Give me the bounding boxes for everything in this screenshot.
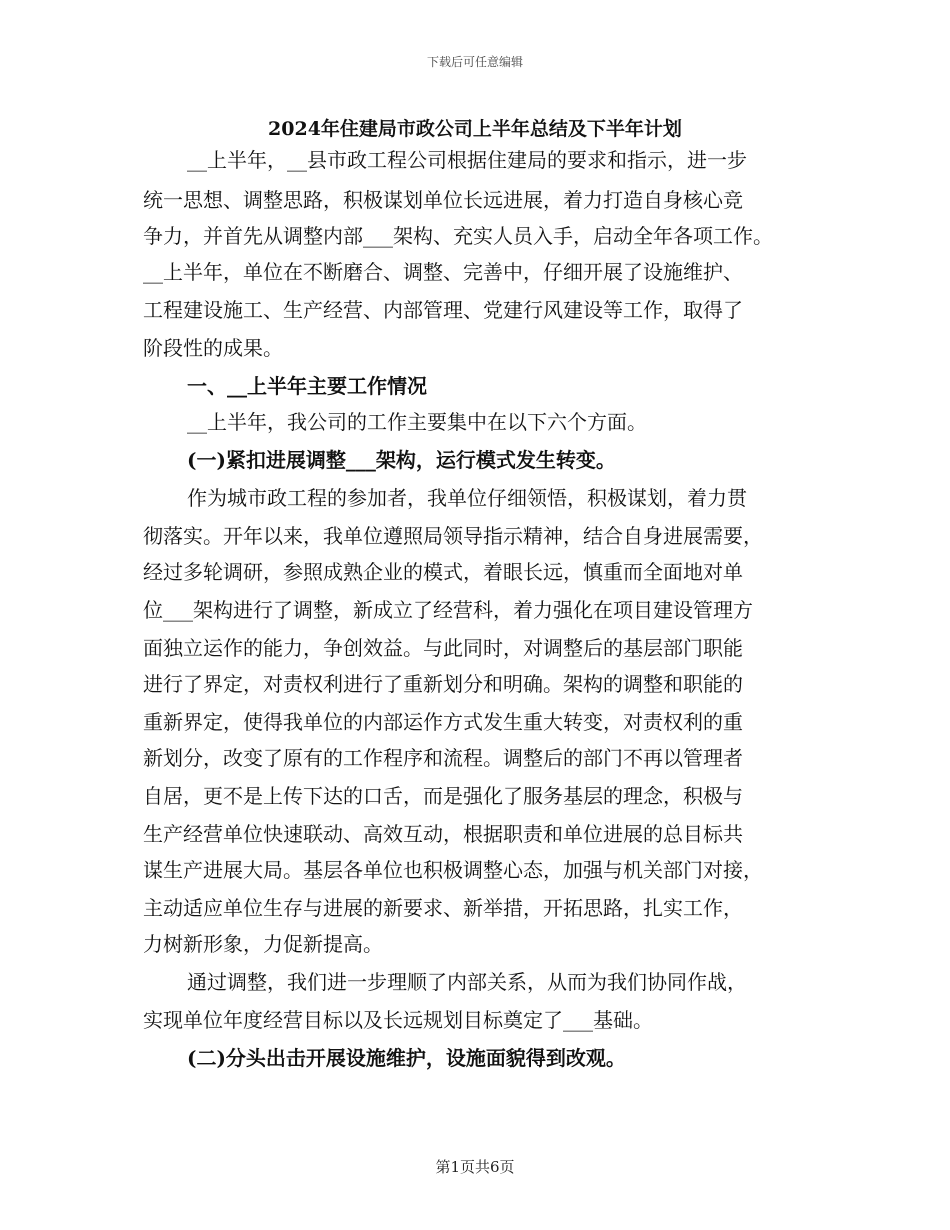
paragraph-line: __上半年，我公司的工作主要集中在以下六个方面。 (187, 410, 647, 434)
paragraph-line: 主动适应单位生存与进展的新要求、新举措，开拓思路，扎实工作， (143, 896, 743, 920)
paragraph-line: 作为城市政工程的参加者，我单位仔细领悟，积极谋划，着力贯 (187, 486, 747, 510)
page-footer: 第1页共6页 (435, 1158, 515, 1176)
paragraph-line: 位___架构进行了调整，新成立了经营科，着力强化在项目建设管理方 (143, 598, 753, 622)
paragraph-line: __上半年，单位在不断磨合、调整、完善中，仔细开展了设施维护、 (143, 260, 743, 284)
paragraph-line: 统一思想、调整思路，积极谋划单位长远进展，着力打造自身核心竞 (143, 188, 743, 212)
paragraph-line: 工程建设施工、生产经营、内部管理、党建行风建设等工作，取得了 (143, 298, 743, 322)
paragraph-line: 实现单位年度经营目标以及长远规划目标奠定了___基础。 (143, 1008, 653, 1032)
paragraph-line: 力树新形象，力促新提高。 (143, 932, 383, 956)
paragraph-line: 重新界定，使得我单位的内部运作方式发生重大转变，对责权利的重 (143, 710, 743, 734)
paragraph-line: 通过调整，我们进一步理顺了内部关系，从而为我们协同作战， (187, 970, 747, 994)
paragraph-line: 经过多轮调研，参照成熟企业的模式，着眼长远，慎重而全面地对单 (143, 560, 743, 584)
header-note: 下载后可任意编辑 (426, 55, 523, 69)
paragraph-line: 阶段性的成果。 (143, 336, 283, 360)
paragraph-line: 谋生产进展大局。基层各单位也积极调整心态，加强与机关部门对接， (143, 858, 763, 882)
paragraph-line: 争力，并首先从调整内部___架构、充实人员入手，启动全年各项工作。 (143, 224, 773, 248)
subsection-heading: (一)紧扣进展调整___架构，运行模式发生转变。 (187, 448, 616, 472)
paragraph-line: 生产经营单位快速联动、高效互动，根据职责和单位进展的总目标共 (143, 822, 743, 846)
subsection-heading: (二)分头出击开展设施维护，设施面貌得到改观。 (187, 1046, 626, 1070)
document-title: 2024年住建局市政公司上半年总结及下半年计划 (268, 118, 682, 140)
paragraph-line: 进行了界定，对责权利进行了重新划分和明确。架构的调整和职能的 (143, 672, 743, 696)
paragraph-line: 彻落实。开年以来，我单位遵照局领导指示精神，结合自身进展需要， (143, 524, 763, 548)
paragraph-line: 面独立运作的能力，争创效益。与此同时，对调整后的基层部门职能 (143, 636, 743, 660)
paragraph-line: __上半年，__县市政工程公司根据住建局的要求和指示，进一步 (187, 148, 747, 172)
paragraph-line: 自居，更不是上传下达的口舌，而是强化了服务基层的理念，积极与 (143, 784, 743, 808)
section-heading: 一、__上半年主要工作情况 (187, 374, 427, 398)
paragraph-line: 新划分，改变了原有的工作程序和流程。调整后的部门不再以管理者 (143, 746, 743, 770)
